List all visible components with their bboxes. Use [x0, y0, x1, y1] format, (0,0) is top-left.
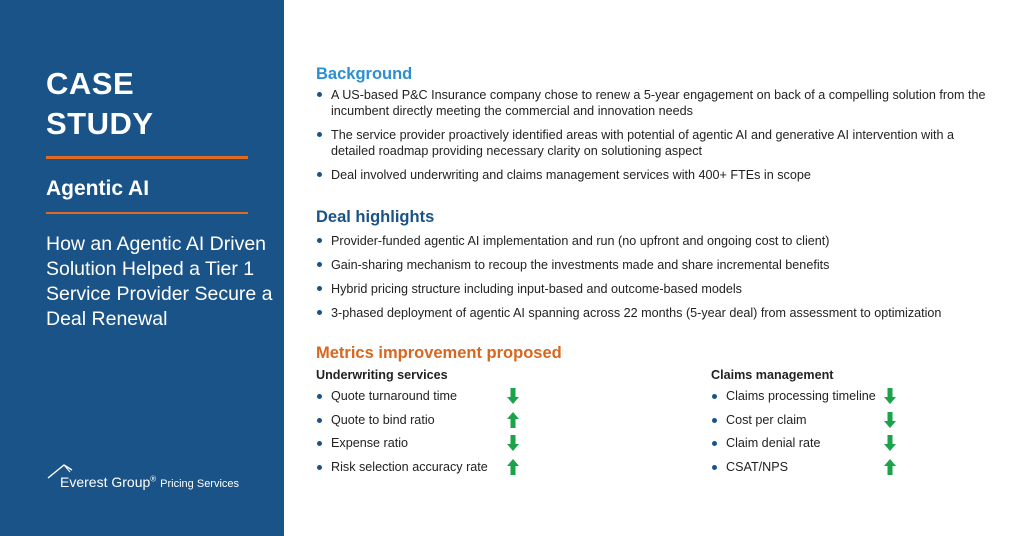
metric-item	[316, 388, 521, 406]
metric-label: Claims processing timeline	[726, 389, 876, 403]
deal-highlights-list	[316, 233, 996, 329]
case-study-description: How an Agentic AI Driven Solution Helped a Tier 1 Service Provider Secure a Deal Renewal	[46, 233, 273, 330]
title-line-1: CASE	[46, 66, 135, 101]
case-study-title	[46, 64, 154, 144]
arrow-down-icon	[884, 435, 896, 451]
metric-label: Risk selection accuracy rate	[331, 459, 488, 474]
metric-label: Expense ratio	[331, 436, 409, 450]
title-divider	[46, 156, 248, 159]
bullet-dot	[712, 394, 717, 399]
deal-highlights-heading: Deal highlights	[316, 208, 435, 226]
arrow-down-icon	[884, 388, 896, 404]
bullet-dot	[317, 418, 322, 423]
bullet-dot	[712, 465, 717, 470]
list-item: The service provider proactively identified areas with potential of agentic AI and generative AI intervention with a detailed roadmap providing necessary clarity on solutioning aspect	[316, 127, 996, 159]
metric-label: Quote turnaround time	[331, 389, 458, 403]
logo-brand: Everest Group	[60, 474, 151, 490]
bullet-dot	[712, 441, 717, 446]
logo-service: Pricing Services	[160, 478, 240, 490]
arrow-down-icon	[884, 412, 896, 428]
underwriting-column-title: Underwriting services	[316, 368, 448, 382]
metric-item	[316, 459, 521, 477]
arrow-up-icon	[884, 459, 896, 475]
metric-label: CSAT/NPS	[726, 459, 789, 474]
list-item: A US-based P&C Insurance company chose to renew a 5-year engagement on back of a compelling solution from the incumbent directly meeting the commercial and innovation needs	[316, 87, 996, 119]
metric-item	[316, 412, 521, 430]
arrow-down-icon	[507, 388, 519, 404]
metric-label: Claim denial rate	[726, 436, 821, 450]
left-panel	[0, 0, 284, 536]
main-content	[316, 0, 1006, 536]
background-heading: Background	[316, 65, 413, 83]
list-item: Gain-sharing mechanism to recoup the investments made and share incremental benefits	[316, 257, 996, 273]
metric-item	[711, 435, 898, 453]
list-item: Provider-funded agentic AI implementation and run (no upfront and ongoing cost to client)	[316, 233, 996, 249]
claims-column-title: Claims management	[711, 368, 834, 382]
case-study-subtitle: Agentic AI	[46, 177, 150, 200]
arrow-up-icon	[507, 459, 519, 475]
metric-item	[316, 435, 521, 453]
background-list	[316, 87, 996, 191]
metric-item	[711, 459, 898, 477]
subtitle-divider	[46, 212, 248, 214]
metrics-heading: Metrics improvement proposed	[316, 344, 562, 362]
title-line-2: STUDY	[46, 106, 154, 141]
everest-group-logo	[46, 462, 246, 492]
arrow-down-icon	[507, 435, 519, 451]
bullet-dot	[712, 418, 717, 423]
metric-label: Quote to bind ratio	[331, 412, 435, 427]
bullet-dot	[317, 394, 322, 399]
arrow-up-icon	[507, 412, 519, 428]
list-item: Hybrid pricing structure including input-based and outcome-based models	[316, 281, 996, 297]
list-item: Deal involved underwriting and claims management services with 400+ FTEs in scope	[316, 167, 996, 183]
metric-label: Cost per claim	[726, 412, 807, 427]
list-item: 3-phased deployment of agentic AI spanning across 22 months (5-year deal) from assessment to optimization	[316, 305, 996, 321]
bullet-dot	[317, 465, 322, 470]
bullet-dot	[317, 441, 322, 446]
metric-item	[711, 388, 898, 406]
logo-registered: ®	[150, 474, 157, 484]
metric-item	[711, 412, 898, 430]
